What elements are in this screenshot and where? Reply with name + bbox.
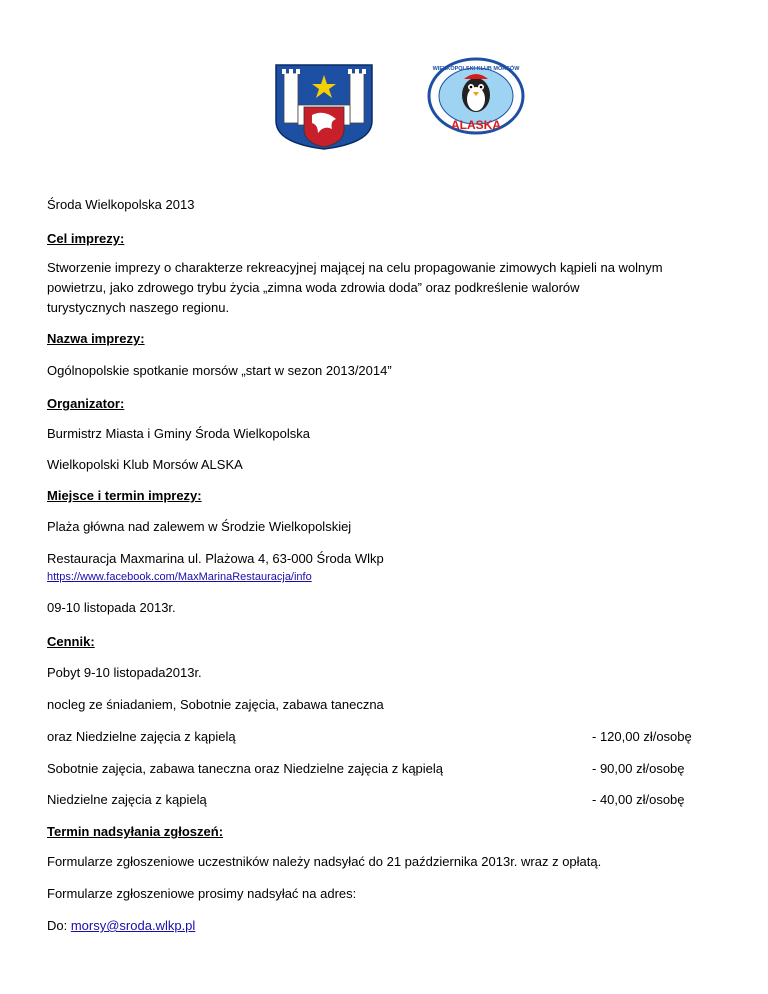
- venue-2: Restauracja Maxmarina ul. Plażowa 4, 63-000 Środa Wlkp: [47, 551, 384, 566]
- svg-text:ALASKA: ALASKA: [451, 118, 501, 132]
- organizer-2: Wielkopolski Klub Morsów ALSKA: [47, 457, 243, 472]
- name-heading: Nazwa imprezy:: [47, 331, 145, 346]
- organizer-heading: Organizator:: [47, 396, 125, 411]
- price-label-3: Niedzielne zajęcia z kąpielą: [47, 792, 207, 807]
- package-line: nocleg ze śniadaniem, Sobotnie zajęcia, zabawa taneczna: [47, 697, 384, 712]
- price-label-1: oraz Niedzielne zajęcia z kąpielą: [47, 729, 236, 744]
- email-link[interactable]: morsy@sroda.wlkp.pl: [70, 918, 196, 933]
- to-label: Do:: [47, 918, 71, 933]
- deadline-text: Formularze zgłoszeniowe uczestników należy nadsyłać do 21 października 2013r. wraz z opłatą.: [47, 854, 602, 869]
- purpose-line-2: powietrzu, jako zdrowego trybu życia „zimna woda zdrowia doda” oraz podkreślenie walorów: [47, 280, 580, 295]
- address-intro: Formularze zgłoszeniowe prosimy nadsyłać na adres:: [47, 886, 357, 901]
- event-name: Ogólnopolskie spotkanie morsów „start w sezon 2013/2014”: [47, 363, 392, 378]
- alaska-club-logo-icon: [427, 57, 525, 135]
- stay-dates: Pobyt 9-10 listopada2013r.: [47, 665, 202, 680]
- organizer-1: Burmistrz Miasta i Gminy Środa Wielkopolska: [47, 426, 310, 441]
- price-heading: Cennik:: [47, 634, 95, 649]
- email-line: [47, 918, 195, 933]
- place-year: Środa Wielkopolska 2013: [47, 197, 195, 212]
- purpose-line-1: Stworzenie imprezy o charakterze rekreacyjnej mającej na celu propagowanie zimowych kąpieli na wolnym: [47, 260, 663, 275]
- price-value-2: - 90,00 zł/osobę: [592, 761, 685, 776]
- price-value-3: - 40,00 zł/osobę: [592, 792, 685, 807]
- purpose-heading: Cel imprezy:: [47, 231, 125, 246]
- price-value-1: - 120,00 zł/osobę: [592, 729, 692, 744]
- deadline-heading: Termin nadsyłania zgłoszeń:: [47, 824, 224, 839]
- venue-1: Plaża główna nad zalewem w Środzie Wielkopolskiej: [47, 519, 352, 534]
- venue-link[interactable]: https://www.facebook.com/MaxMarinaRestauracja/info: [47, 571, 312, 583]
- price-label-2: Sobotnie zajęcia, zabawa taneczna oraz Niedzielne zajęcia z kąpielą: [47, 761, 444, 776]
- venue-heading: Miejsce i termin imprezy:: [47, 488, 202, 503]
- purpose-line-3: turystycznych naszego regionu.: [47, 300, 230, 315]
- event-dates: 09-10 listopada 2013r.: [47, 600, 176, 615]
- svg-text:WIELKOPOLSKI KLUB MORSÓW: WIELKOPOLSKI KLUB MORSÓW: [432, 66, 520, 72]
- sroda-coat-of-arms-icon: [274, 63, 374, 150]
